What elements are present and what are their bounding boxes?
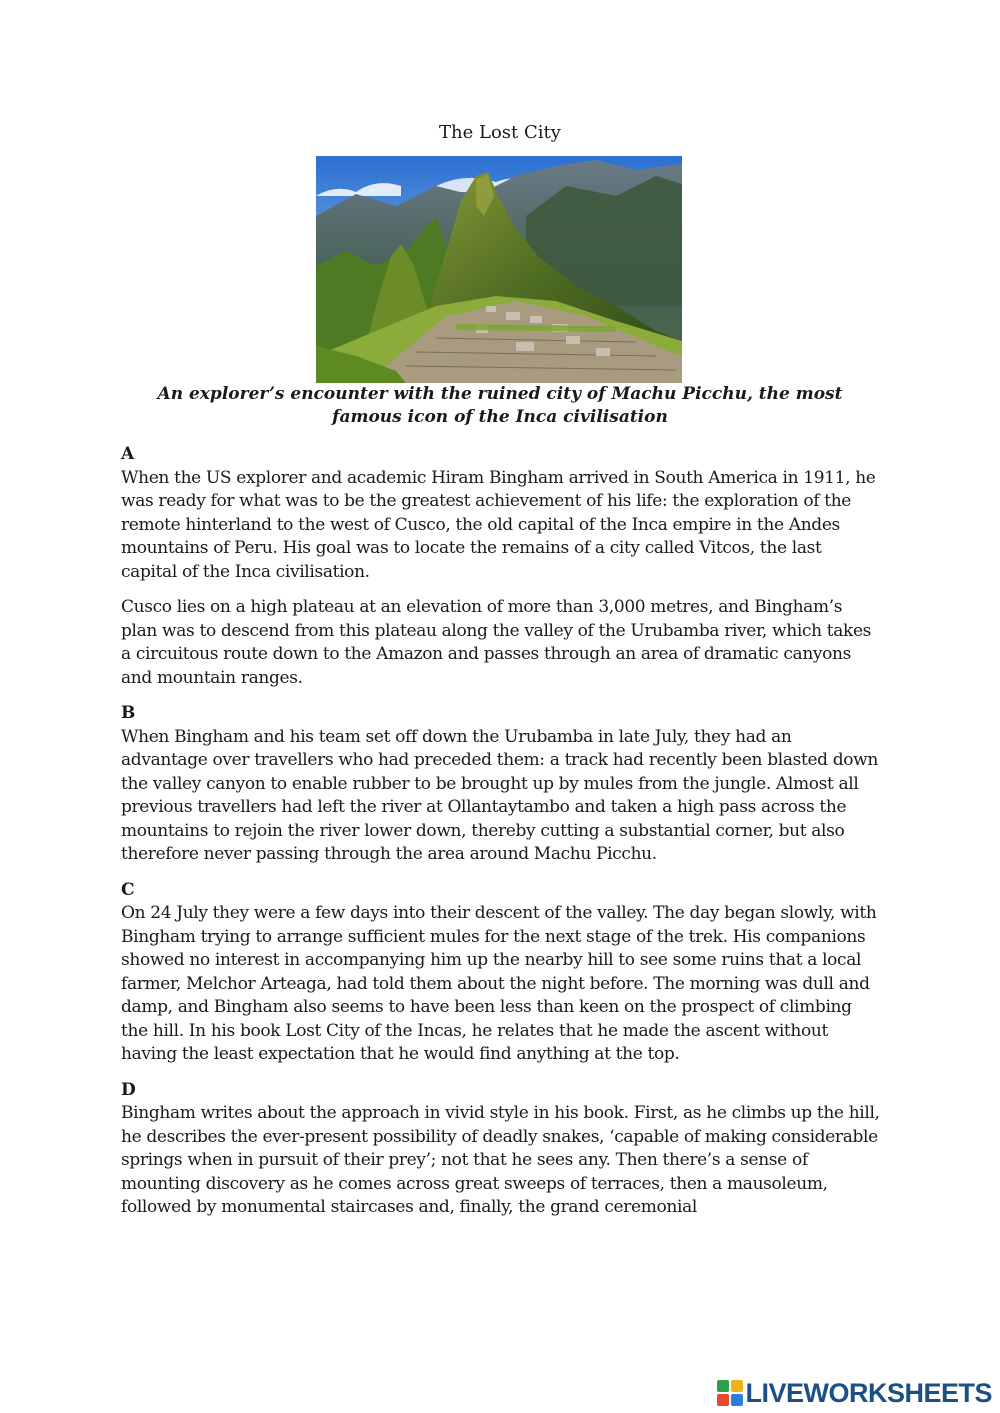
paragraph: Bingham writes about the approach in vivid style in his book. First, as he climbs up the hill, he describes the ever-present possibility of deadly snakes, ‘capable of making considerable springs when in pursuit of their prey’; not that he sees any. Then there’s a sense of mounting discovery as he comes across great sweeps of terraces, then a mausoleum, followed by monumental staircases and, finally, the grand ceremonial xyxy=(121,1103,880,1217)
machu-picchu-image xyxy=(316,156,682,383)
paragraph: Cusco lies on a high plateau at an elevation of more than 3,000 metres, and Bingham’s plan was to descend from this plateau along the valley of the Urubamba river, which takes a circuitous route down to the Amazon and passes through an area of dramatic canyons and mountain ranges. xyxy=(121,597,872,688)
paragraph: On 24 July they were a few days into their descent of the valley. The day began slowly, with Bingham trying to arrange sufficient mules for the next stage of the trek. His companions showed no interest in accompanying him up the nearby hill to see some ruins that a local farmer, Melchor Arteaga, had told them about the night before. The morning was dull and damp, and Bingham also seems to have been less than keen on the prospect of climbing the hill. In his book Lost City of the Incas, he relates that he made the ascent without having the least expectation that he would find anything at the top. xyxy=(121,903,877,1064)
article-subtitle: An explorer’s encounter with the ruined city of Machu Picchu, the most famous icon of the Inca civilisation xyxy=(157,384,843,427)
liveworksheets-watermark xyxy=(717,1378,992,1408)
section-d xyxy=(121,1079,881,1220)
paragraph: When the US explorer and academic Hiram Bingham arrived in South America in 1911, he was ready for what was to be the greatest achievement of his life: the exploration of the remote hinterland to the west of Cusco, the old capital of the Inca empire in the Andes mountains of Peru. His goal was to locate the remains of a city called Vitcos, the last capital of the Inca civilisation. xyxy=(121,467,876,582)
liveworksheets-logo-icon xyxy=(717,1380,743,1406)
paragraph: When Bingham and his team set off down the Urubamba in late July, they had an advantage over travellers who had preceded them: a track had recently been blasted down the valley canyon to enable rubber to be brought up by mules from the jungle. Almost all previous travellers had left the river at Ollantaytambo and taken a high pass across the mountains to rejoin the river lower down, thereby cutting a substantial corner, but also therefore never passing through the area around Machu Picchu. xyxy=(121,726,878,864)
page-title: The Lost City xyxy=(439,122,561,143)
section-a xyxy=(121,443,881,690)
liveworksheets-wordmark: LIVEWORKSHEETS xyxy=(745,1377,992,1408)
section-letter: B xyxy=(121,703,136,723)
article-body xyxy=(121,443,881,1220)
section-letter: C xyxy=(121,879,135,900)
section-letter: A xyxy=(121,444,135,464)
machu-picchu-photo xyxy=(316,156,682,383)
section-c xyxy=(121,879,881,1067)
section-b xyxy=(121,702,881,867)
section-letter: D xyxy=(121,1079,136,1100)
